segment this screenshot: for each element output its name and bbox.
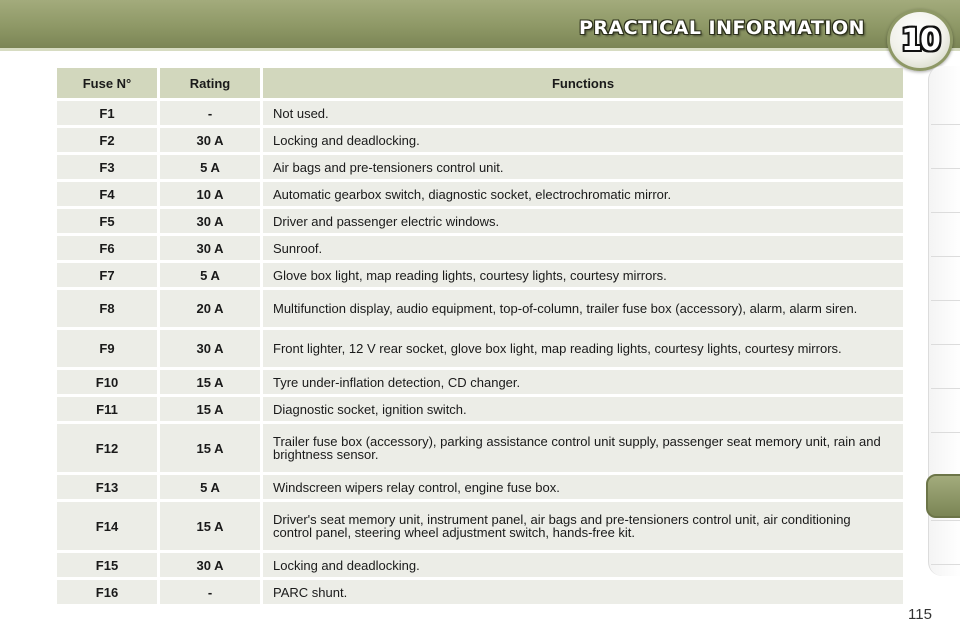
fuse-rating: 30 A xyxy=(160,553,260,577)
section-title: PRACTICAL INFORMATION xyxy=(578,17,865,39)
table-row xyxy=(57,290,903,327)
fuse-number: F1 xyxy=(57,101,157,125)
table-row xyxy=(57,128,903,152)
fuse-function: Trailer fuse box (accessory), parking assistance control unit supply, passenger seat memory unit, rain and brightness sensor. xyxy=(263,424,903,472)
fuse-rating: 20 A xyxy=(160,290,260,327)
fuse-rating: 10 A xyxy=(160,182,260,206)
side-tab-divider xyxy=(931,256,960,257)
fuse-rating: 15 A xyxy=(160,397,260,421)
fuse-function: PARC shunt. xyxy=(263,580,903,604)
fuse-rating: 30 A xyxy=(160,128,260,152)
side-tab-divider xyxy=(931,168,960,169)
table-row xyxy=(57,370,903,394)
fuse-table xyxy=(57,68,903,607)
fuse-rating: 5 A xyxy=(160,155,260,179)
fuse-function: Front lighter, 12 V rear socket, glove box light, map reading lights, courtesy lights, courtesy mirrors. xyxy=(263,330,903,367)
side-tab-divider xyxy=(931,432,960,433)
side-tab-divider xyxy=(931,300,960,301)
fuse-number: F11 xyxy=(57,397,157,421)
side-tab-divider xyxy=(931,124,960,125)
table-row xyxy=(57,182,903,206)
table-row xyxy=(57,502,903,550)
table-row xyxy=(57,397,903,421)
side-tab-divider xyxy=(931,212,960,213)
fuse-number: F2 xyxy=(57,128,157,152)
table-row xyxy=(57,209,903,233)
fuse-rating: 15 A xyxy=(160,502,260,550)
table-row xyxy=(57,330,903,367)
fuse-function: Sunroof. xyxy=(263,236,903,260)
table-row xyxy=(57,155,903,179)
fuse-rating: 15 A xyxy=(160,424,260,472)
fuse-number: F9 xyxy=(57,330,157,367)
header-bar xyxy=(0,0,960,51)
column-header-rating: Rating xyxy=(160,68,260,98)
side-tab-divider xyxy=(931,344,960,345)
fuse-number: F10 xyxy=(57,370,157,394)
table-row xyxy=(57,236,903,260)
table-row xyxy=(57,263,903,287)
table-header-row xyxy=(57,68,903,98)
side-tab-divider xyxy=(931,564,960,565)
fuse-function: Air bags and pre-tensioners control unit. xyxy=(263,155,903,179)
fuse-function: Diagnostic socket, ignition switch. xyxy=(263,397,903,421)
fuse-function: Not used. xyxy=(263,101,903,125)
fuse-function: Automatic gearbox switch, diagnostic socket, electrochromatic mirror. xyxy=(263,182,903,206)
fuse-number: F5 xyxy=(57,209,157,233)
chapter-number: 10 xyxy=(901,22,939,58)
fuse-rating: 30 A xyxy=(160,236,260,260)
fuse-rating: - xyxy=(160,580,260,604)
fuse-function: Multifunction display, audio equipment, top-of-column, trailer fuse box (accessory), alarm, alarm siren. xyxy=(263,290,903,327)
side-tab-divider xyxy=(931,520,960,521)
fuse-number: F7 xyxy=(57,263,157,287)
fuse-function: Locking and deadlocking. xyxy=(263,128,903,152)
side-tab-divider xyxy=(931,388,960,389)
fuse-number: F6 xyxy=(57,236,157,260)
table-row xyxy=(57,101,903,125)
fuse-number: F13 xyxy=(57,475,157,499)
fuse-function: Driver and passenger electric windows. xyxy=(263,209,903,233)
fuse-rating: 5 A xyxy=(160,475,260,499)
fuse-number: F14 xyxy=(57,502,157,550)
column-header-fuse: Fuse N° xyxy=(57,68,157,98)
fuse-number: F16 xyxy=(57,580,157,604)
fuse-rating: 5 A xyxy=(160,263,260,287)
chapter-badge xyxy=(887,9,953,71)
fuse-rating: 15 A xyxy=(160,370,260,394)
page-number: 115 xyxy=(908,606,932,623)
table-row xyxy=(57,553,903,577)
fuse-rating: 30 A xyxy=(160,209,260,233)
fuse-rating: 30 A xyxy=(160,330,260,367)
fuse-number: F12 xyxy=(57,424,157,472)
table-row xyxy=(57,424,903,472)
table-row xyxy=(57,580,903,604)
fuse-number: F3 xyxy=(57,155,157,179)
fuse-function: Driver's seat memory unit, instrument panel, air bags and pre-tensioners control unit, air conditioning control panel, steering wheel adjustment switch, hands-free kit. xyxy=(263,502,903,550)
side-tab-active[interactable] xyxy=(926,474,960,518)
fuse-function: Locking and deadlocking. xyxy=(263,553,903,577)
fuse-number: F4 xyxy=(57,182,157,206)
fuse-rating: - xyxy=(160,101,260,125)
fuse-function: Tyre under-inflation detection, CD changer. xyxy=(263,370,903,394)
fuse-function: Glove box light, map reading lights, courtesy lights, courtesy mirrors. xyxy=(263,263,903,287)
fuse-number: F8 xyxy=(57,290,157,327)
fuse-function: Windscreen wipers relay control, engine fuse box. xyxy=(263,475,903,499)
table-row xyxy=(57,475,903,499)
fuse-number: F15 xyxy=(57,553,157,577)
column-header-functions: Functions xyxy=(263,68,903,98)
